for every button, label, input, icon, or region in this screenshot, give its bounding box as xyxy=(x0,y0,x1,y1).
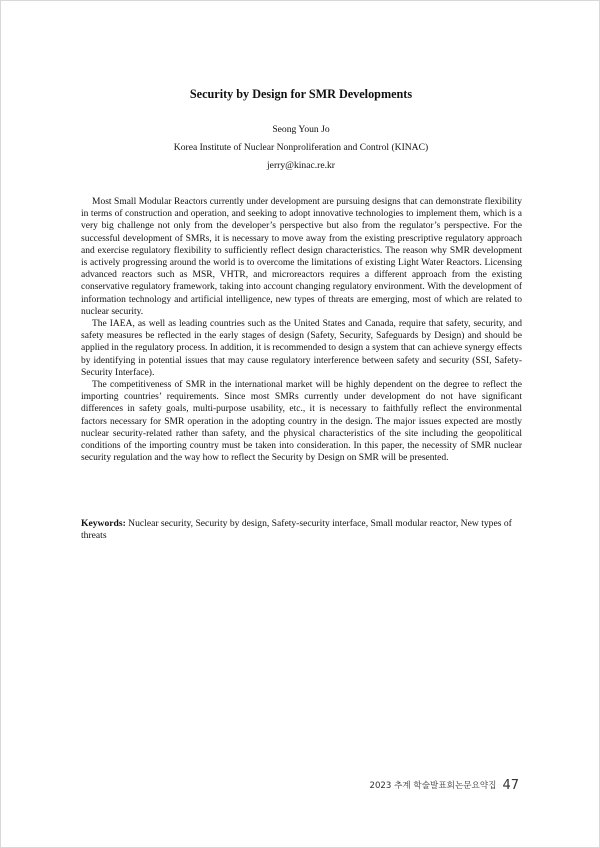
page-footer xyxy=(370,778,520,793)
proceedings-title: 2023 추계 학술발표회논문요약집 xyxy=(369,781,497,791)
abstract xyxy=(81,196,522,464)
author-name: Seong Youn Jo xyxy=(272,124,330,135)
keywords-label: Keywords: xyxy=(81,518,126,529)
paper-title: Security by Design for SMR Developments xyxy=(189,87,413,101)
abstract-paragraph-3: The competitiveness of SMR in the international market will be highly dependent on the degree to reflect the importing countries’ requirements. Since most SMRs currently under development do not have significant differences in safety goals, multi-purpose usability, etc., it is necessary to faithfully reflect the environmental factors necessary for SMR operation in the adopting country in the design. The major issues expected are mostly nuclear security-related rather than safety, and the physical characteristics of the site including the geopolitical conditions of the importing country must be taken into consideration. In this paper, the necessity of SMR nuclear security regulation and the way how to reflect the Security by Design on SMR will be presented. xyxy=(81,380,522,464)
abstract-paragraph-2: The IAEA, as well as leading countries such as the United States and Canada, require that safety, security, and safety measures be reflected in the early stages of design (Safety, Security, Safeguards by Design) and should be applied in the regulatory process. In addition, it is recommended to design a system that can achieve synergy effects by identifying in potential issues that may cause regulatory interference between safety and security (SSI, Safety-Security Interface). xyxy=(81,319,522,378)
author-affiliation: Korea Institute of Nuclear Nonproliferation and Control (KINAC) xyxy=(173,142,429,153)
author-email: jerry@kinac.re.kr xyxy=(267,160,335,171)
abstract-paragraph-1: Most Small Modular Reactors currently under development are pursuing designs that can demonstrate flexibility in terms of construction and operation, and seeking to adopt innovative technologies to implement them, which is a very big challenge not only from the developer’s perspective but also from the regulator’s perspective. For the successful development of SMRs, it is necessary to move away from the existing prescriptive regulatory approach and exercise regulatory flexibility to sufficiently reflect design characteristics. The reason why SMR development is actively progressing around the world is to overcome the limitations of existing Light Water Reactors. Licensing advanced reactors such as MSR, VHTR, and microreactors requires a different approach from the existing conservative regulatory framework, taking into account changing regulatory environment. With the development of information technology and artificial intelligence, new types of threats are emerging, most of which are related to nuclear security. xyxy=(81,197,522,317)
page-number: 47 xyxy=(502,778,519,793)
keywords-list: Nuclear security, Security by design, Safety-security interface, Small modular reactor, New types of threats xyxy=(81,518,512,542)
keywords xyxy=(81,518,522,543)
